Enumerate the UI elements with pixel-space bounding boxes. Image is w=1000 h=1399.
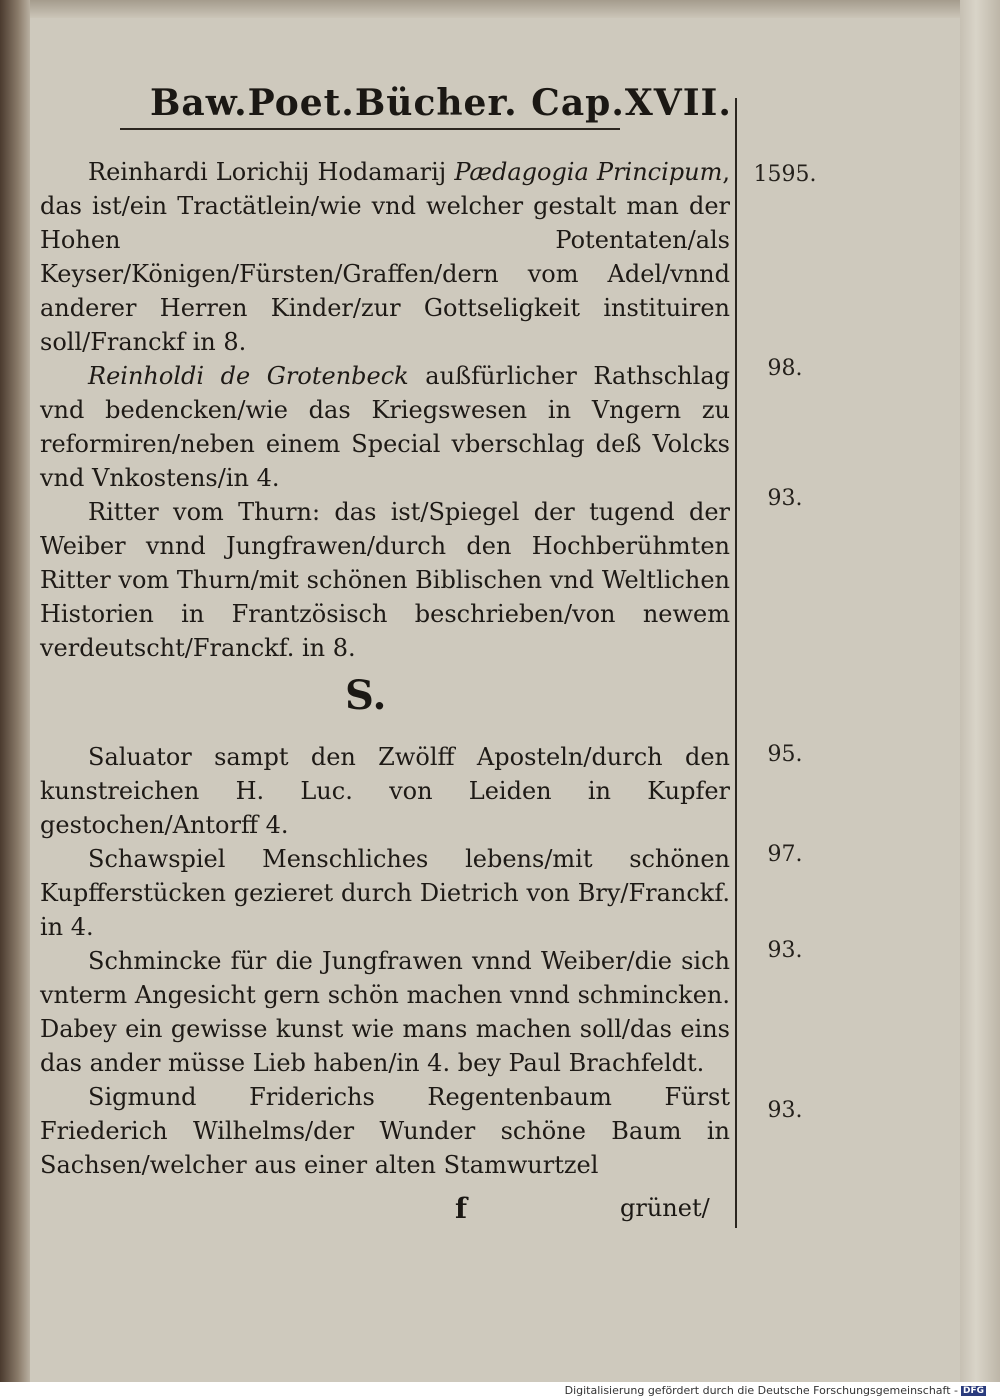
margin-year: 93. xyxy=(767,938,803,963)
dfg-logo: DFG xyxy=(962,1386,984,1396)
margin-year: 97. xyxy=(767,842,803,867)
header-rule xyxy=(120,128,620,130)
entry-schmincke: Schmincke für die Jungfrawen vnnd Weiber/die sich vnterm Angesicht gern schön machen vnnd schmincken. Dabey ein gewisse kunst wie mans machen soll/das eins das ander müsse Lieb haben/in 4. bey Paul Brachfeldt. xyxy=(40,947,730,1077)
digitization-credit xyxy=(565,1384,986,1397)
page-top-edge xyxy=(30,0,960,18)
entries-block-r xyxy=(40,155,730,665)
margin-year: 93. xyxy=(767,486,803,511)
signature-mark: f xyxy=(455,1192,468,1225)
entry-lorichius xyxy=(40,155,730,359)
entry-ritter-vom-thurn xyxy=(40,495,730,665)
margin-year: 95. xyxy=(767,742,803,767)
entry-text: außfürlicher Rathschlag vnd bedencken/wie das Kriegswesen in Vngern zu reformiren/neben einem Special vberschlag deß Volcks vnd Vnkostens/in 4. xyxy=(40,362,730,492)
entry-saluator: Saluator sampt den Zwölff Aposteln/durch den kunstreichen H. Luc. von Leiden in Kupfer gestochen/Antorff 4. xyxy=(40,743,730,839)
credit-text: Digitalisierung gefördert durch die Deutsche Forschungsgemeinschaft - xyxy=(564,1384,958,1397)
entry-latin-title: Pædagogia Principum xyxy=(454,158,723,186)
entry-latin-title: Reinholdi de Grotenbeck xyxy=(88,362,409,390)
entry-text: Ritter vom Thurn: das ist/Spiegel der tugend der Weiber vnnd Jungfrawen/durch den Hochberühmten Ritter vom Thurn/mit schönen Biblischen vnd Weltlichen Historien in Frantzösisch beschrieben/von newem verdeutscht/Franckf. in 8. xyxy=(40,498,730,662)
entry-text: , das ist/ein Tractätlein/wie vnd welcher gestalt man der Hohen Potentaten/als Keyser/Königen/Fürsten/Graffen/dern vom Adel/vnnd anderer Herren Kinder/zur Gottseligkeit instituiren soll/Franckf in 8. xyxy=(40,158,731,356)
entry-regentenbaum: Sigmund Friderichs Regentenbaum Fürst Friederich Wilhelms/der Wunder schöne Baum in Sachsen/welcher aus einer alten Stamwurtzel xyxy=(40,1083,730,1179)
entries-block-s xyxy=(40,740,730,1182)
margin-year: 98. xyxy=(767,356,803,381)
entry-grotenbeck xyxy=(40,359,730,495)
margin-year: 1595. xyxy=(753,162,817,187)
section-letter: S. xyxy=(345,672,387,719)
page-fore-edge xyxy=(960,0,1000,1382)
margin-year: 93. xyxy=(767,1098,803,1123)
margin-rule xyxy=(735,98,737,1228)
book-spine-shadow xyxy=(0,0,30,1382)
entry-lead: Reinhardi Lorichij Hodamarij xyxy=(88,158,455,186)
running-head: Baw.Poet.Bücher. Cap.XVII. xyxy=(150,82,732,124)
entry-schawspiel: Schawspiel Menschliches lebens/mit schönen Kupfferstücken gezieret durch Dietrich von Bry/Franckf. in 4. xyxy=(40,845,730,941)
catchword: grünet/ xyxy=(620,1194,710,1222)
